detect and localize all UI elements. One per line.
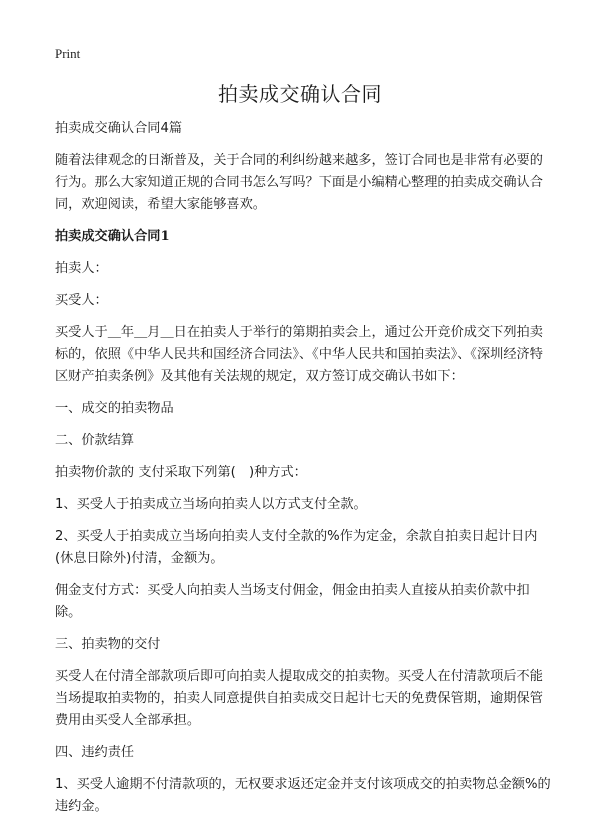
commission-paragraph: 佣金支付方式：买受人向拍卖人当场支付佣金，佣金由拍卖人直接从拍卖价款中扣除。 [55, 583, 530, 620]
main-paragraph: 买受人于＿年＿月＿日在拍卖人于举行的第期拍卖会上，通过公开竞价成交下列拍卖标的，依照《中华人民共和国经济合同法》、《中华人民共和国拍卖法》、《深圳经济特区财产拍卖条例》及其他有关法规的规定，双方签订成交确认书如下： [55, 325, 543, 384]
section-heading: 拍卖成交确认合同1 [55, 229, 170, 244]
intro-paragraph: 随着法律观念的日渐普及，关于合同的利纠纷越来越多，签订合同也是非常有必要的行为。那么大家知道正规的合同书怎么写吗？下面是小编精心整理的拍卖成交确认合同，欢迎阅读，希望大家能够喜欢。 [55, 153, 543, 212]
document-subtitle: 拍卖成交确认合同4篇 [55, 121, 183, 136]
payment-option-2: 2、买受人于拍卖成立当场向拍卖人支付全款的%作为定金，余款自拍卖日起计日内(休息日除外)付清，金额为。 [55, 529, 538, 566]
payment-option-1: 1、买受人于拍卖成立当场向拍卖人以方式支付全款。 [55, 497, 367, 512]
print-link[interactable]: Print [55, 46, 81, 61]
clause-heading-2: 二、价款结算 [55, 433, 135, 448]
document-body [55, 118, 551, 828]
breach-paragraph-1: 1、买受人逾期不付清款项的，无权要求返还定金并支付该项成交的拍卖物总金额%的违约金。 [55, 777, 551, 814]
seller-field: 拍卖人： [55, 261, 108, 276]
buyer-field: 买受人： [55, 293, 108, 308]
delivery-paragraph: 买受人在付清全部款项后即可向拍卖人提取成交的拍卖物。买受人在付清款项后不能当场提取拍卖物的，拍卖人同意提供自拍卖成交日起计七天的免费保管期，逾期保管费用由买受人全部承担。 [55, 669, 543, 728]
clause-heading-1: 一、成交的拍卖物品 [55, 401, 174, 416]
clause-heading-4: 四、违约责任 [55, 745, 135, 760]
page-title: 拍卖成交确认合同 [218, 82, 382, 106]
payment-intro: 拍卖物价款的 支付采取下列第( )种方式： [55, 465, 307, 480]
clause-heading-3: 三、拍卖物的交付 [55, 637, 161, 652]
